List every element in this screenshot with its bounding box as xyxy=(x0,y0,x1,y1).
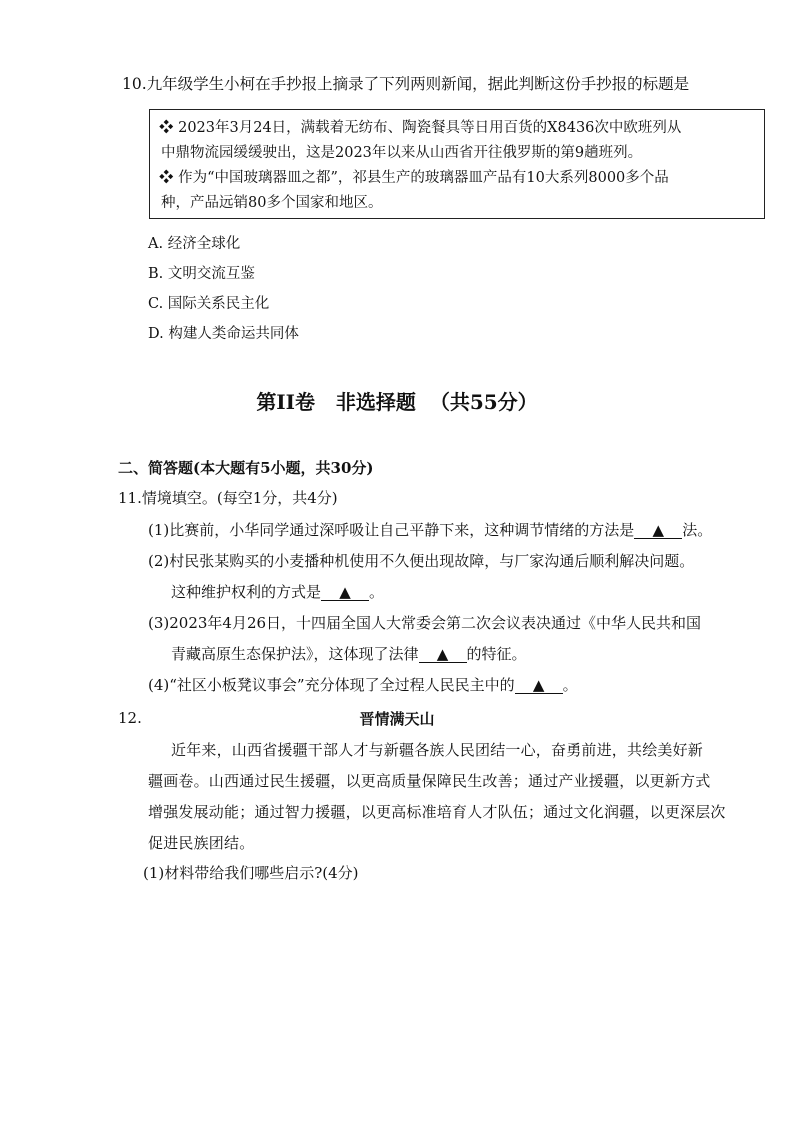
q10-stem: 10.九年级学生小柯在手抄报上摘录了下列两则新闻，据此判断这份手抄报的标题是 xyxy=(122,75,690,93)
news-line-1: ❖ 2023年3月24日，满载着无纺布、陶瓷餐具等日用百货的X8436次中欧班列从 xyxy=(159,120,682,136)
answer-blank[interactable] xyxy=(419,646,467,663)
answer-blank[interactable] xyxy=(321,584,369,601)
section-title: 第II卷 非选择题 （共55分） xyxy=(256,390,538,414)
q11-item-1-text: (1)比赛前，小华同学通过深呼吸让自己平静下来，这种调节情绪的方法是 xyxy=(148,521,635,539)
q11-item-2-post: 。 xyxy=(369,583,385,601)
q11-item-3-line-1: (3)2023年4月26日，十四届全国人大常委会第二次会议表决通过《中华人民共和国 xyxy=(148,614,702,632)
option-c: C. 国际关系民主化 xyxy=(148,296,270,312)
q11-item-2-line-1: (2)村民张某购买的小麦播种机使用不久便出现故障，与厂家沟通后顺利解决问题。 xyxy=(148,552,695,570)
answer-blank[interactable] xyxy=(634,522,682,539)
q12-para-line-4: 促进民族团结。 xyxy=(148,834,255,852)
news-line-3: ❖ 作为“中国玻璃器皿之都”，祁县生产的玻璃器皿产品有10大系列8000多个品 xyxy=(159,170,669,186)
triangle-mark: ▲ xyxy=(339,583,351,601)
triangle-mark: ▲ xyxy=(532,676,545,694)
q11-item-3-line-2 xyxy=(171,644,527,664)
option-d: D. 构建人类命运共同体 xyxy=(148,326,299,342)
triangle-mark: ▲ xyxy=(436,645,449,663)
q11-item-2-text: 这种维护权利的方式是 xyxy=(171,583,322,601)
q12-para-line-2: 疆画卷。山西通过民生援疆，以更高质量保障民生改善；通过产业援疆，以更新方式 xyxy=(148,772,711,790)
answer-blank[interactable] xyxy=(515,677,563,694)
option-a: A. 经济全球化 xyxy=(148,236,241,252)
q11-item-4-post: 。 xyxy=(562,676,578,694)
q11-stem: 11.情境填空。(每空1分，共4分) xyxy=(118,489,338,507)
q11-item-4-text: (4)“社区小板凳议事会”充分体现了全过程人民民主中的 xyxy=(148,676,515,694)
part-heading: 二、简答题(本大题有5小题，共30分) xyxy=(118,459,374,477)
q11-item-4 xyxy=(148,675,578,695)
q12-para-line-1: 近年来，山西省援疆干部人才与新疆各族人民团结一心，奋勇前进，共绘美好新 xyxy=(171,741,704,759)
q12-para-line-3: 增强发展动能；通过智力援疆，以更高标准培育人才队伍；通过文化润疆，以更深层次 xyxy=(148,803,726,821)
q11-item-2-line-2 xyxy=(171,582,384,602)
news-line-2: 中鼎物流园缓缓驶出，这是2023年以来从山西省开往俄罗斯的第9趟班列。 xyxy=(161,145,643,161)
q12-title: 晋情满天山 xyxy=(359,710,435,728)
triangle-mark: ▲ xyxy=(652,521,665,539)
q11-item-3-text: 青藏高原生态保护法》，这体现了法律 xyxy=(171,645,419,663)
q12-sub-question-1: (1)材料带给我们哪些启示?(4分) xyxy=(143,864,359,882)
q11-item-1-post: 法。 xyxy=(682,521,713,539)
q11-item-3-post: 的特征。 xyxy=(466,645,527,663)
news-line-4: 种，产品远销80多个国家和地区。 xyxy=(161,195,383,211)
option-b: B. 文明交流互鉴 xyxy=(148,266,255,282)
q11-item-1 xyxy=(148,520,712,540)
q12-number: 12. xyxy=(118,709,142,727)
news-box xyxy=(149,109,765,219)
